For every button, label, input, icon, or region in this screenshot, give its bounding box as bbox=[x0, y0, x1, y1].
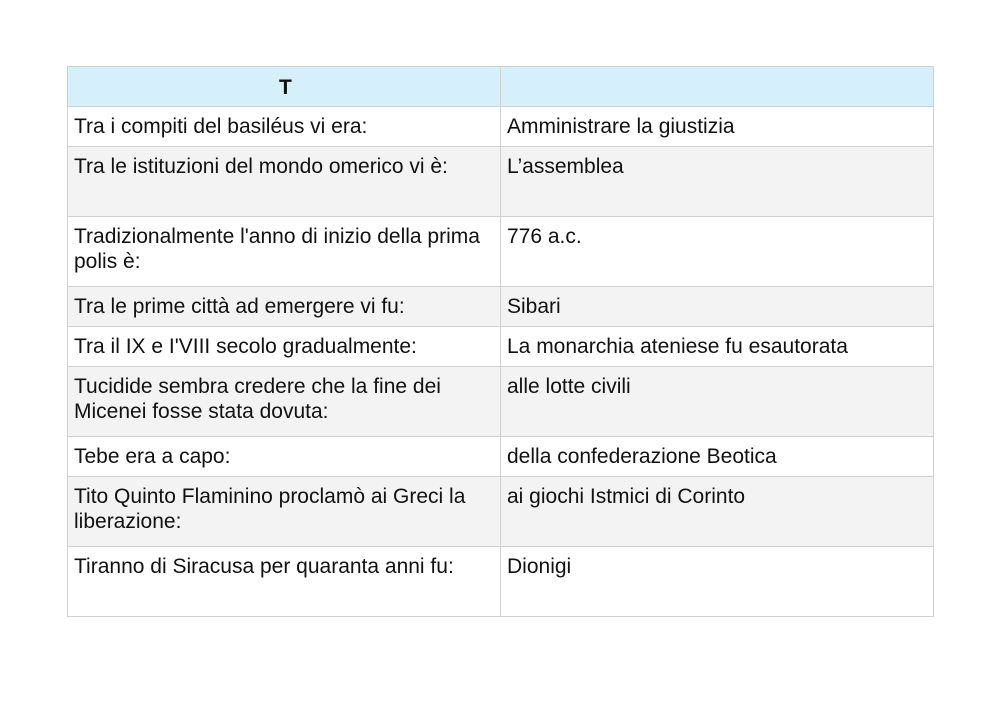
table-row bbox=[68, 327, 934, 367]
table-row bbox=[68, 547, 934, 617]
header-answer bbox=[501, 67, 934, 107]
answer-cell: ai giochi Istmici di Corinto bbox=[501, 477, 934, 547]
table-row bbox=[68, 437, 934, 477]
answer-cell: 776 a.c. bbox=[501, 217, 934, 287]
header-row bbox=[68, 67, 934, 107]
question-cell: Tra i compiti del basiléus vi era: bbox=[68, 107, 501, 147]
question-cell: Tra il IX e I'VIII secolo gradualmente: bbox=[68, 327, 501, 367]
answer-cell: alle lotte civili bbox=[501, 367, 934, 437]
question-cell: Tra le prime città ad emergere vi fu: bbox=[68, 287, 501, 327]
answer-cell: della confederazione Beotica bbox=[501, 437, 934, 477]
question-cell: Tra le istituzioni del mondo omerico vi è: bbox=[68, 147, 501, 217]
answer-cell: Amministrare la giustizia bbox=[501, 107, 934, 147]
table-row bbox=[68, 287, 934, 327]
answer-cell: L’assemblea bbox=[501, 147, 934, 217]
quiz-table bbox=[67, 66, 934, 617]
header-letter: T bbox=[68, 67, 501, 107]
question-cell: Tito Quinto Flaminino proclamò ai Greci la liberazione: bbox=[68, 477, 501, 547]
table-row bbox=[68, 217, 934, 287]
table-row bbox=[68, 107, 934, 147]
table-header bbox=[68, 67, 934, 107]
table-row bbox=[68, 367, 934, 437]
question-cell: Tebe era a capo: bbox=[68, 437, 501, 477]
answer-cell: La monarchia ateniese fu esautorata bbox=[501, 327, 934, 367]
table-body bbox=[68, 107, 934, 617]
question-cell: Tiranno di Siracusa per quaranta anni fu: bbox=[68, 547, 501, 617]
table-row bbox=[68, 147, 934, 217]
question-cell: Tradizionalmente l'anno di inizio della prima polis è: bbox=[68, 217, 501, 287]
answer-cell: Sibari bbox=[501, 287, 934, 327]
answer-cell: Dionigi bbox=[501, 547, 934, 617]
table-row bbox=[68, 477, 934, 547]
question-cell: Tucidide sembra credere che la fine dei Micenei fosse stata dovuta: bbox=[68, 367, 501, 437]
